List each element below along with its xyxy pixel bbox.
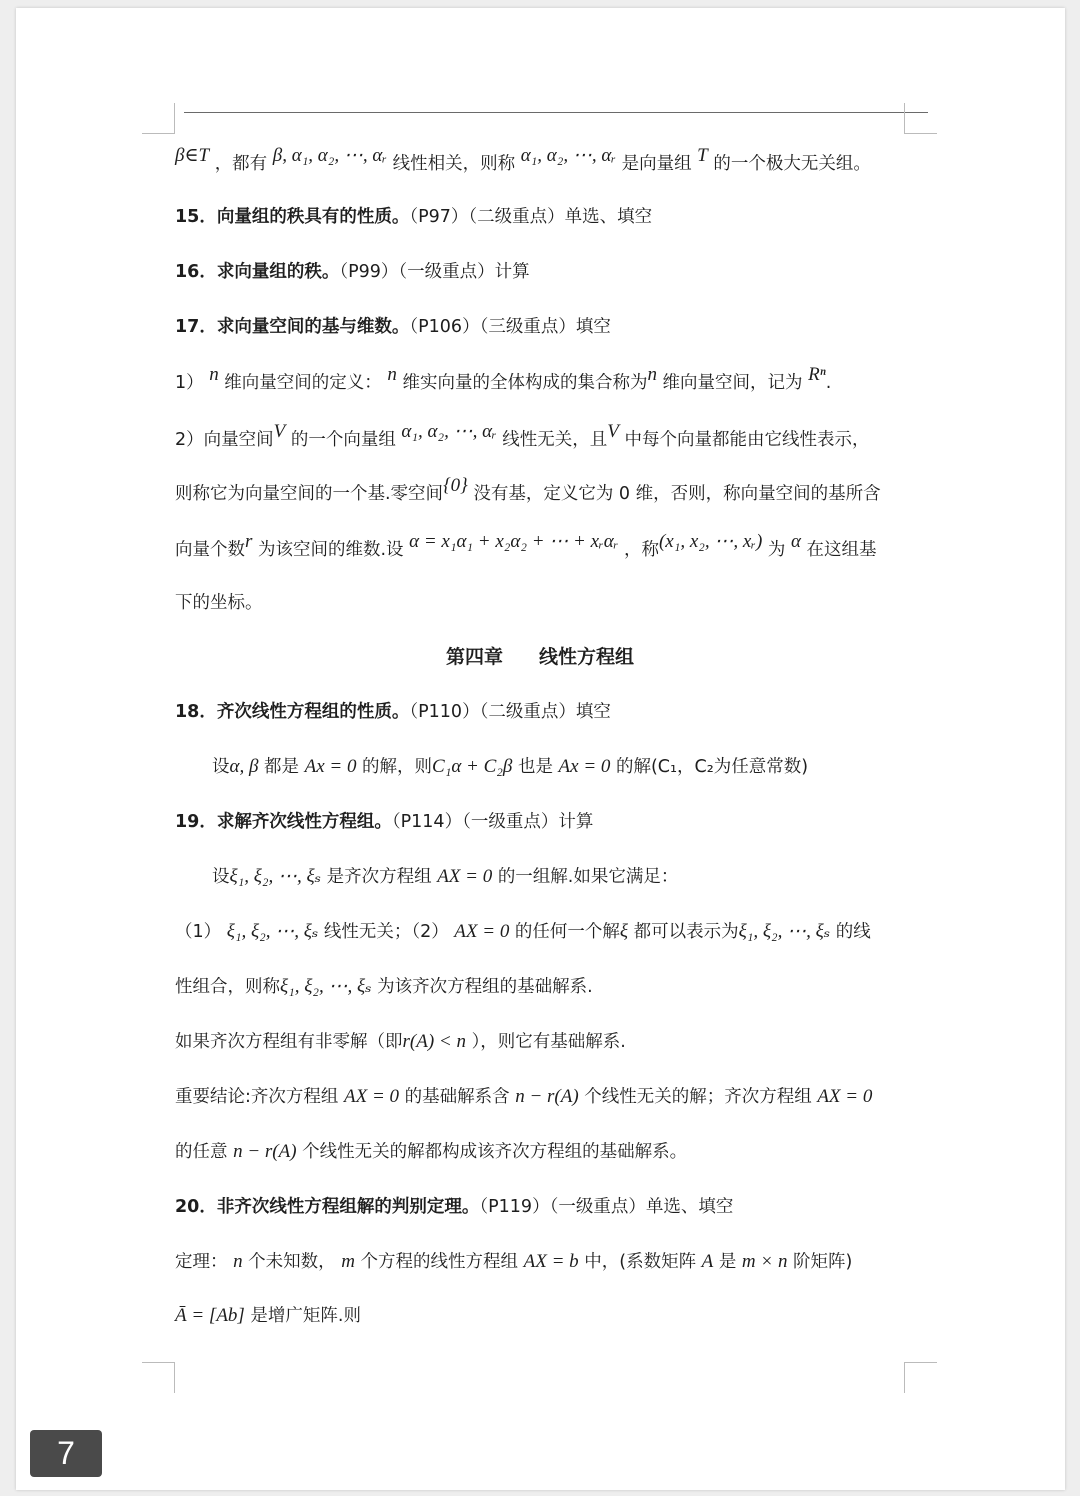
text-line-fundamental-system [175,975,593,999]
math: n − r(A) [515,1086,579,1107]
math: V [607,421,619,442]
text: 个线性无关的解；齐次方程组 [584,1087,812,1107]
math: α₁, α₂, ⋯, αᵣ [401,421,497,442]
text: 维实向量的全体构成的集合称为 [402,373,648,393]
math: AX = b [523,1251,579,1272]
text: 定理： [175,1252,228,1272]
math: α₁, α₂, ⋯, αᵣ [520,145,617,166]
text: 设 [212,757,230,777]
text: 为该齐次方程组的基础解系. [377,977,593,997]
math: AX = 0 [437,866,493,887]
text-line-conclusion-continued [175,1140,687,1164]
math: Rⁿ [808,364,826,385]
math: AX = 0 [343,1086,400,1107]
crop-mark-bottom-right [904,1362,937,1393]
text-line-vector-space-definition [175,364,832,395]
text-line-solution-set [212,865,678,889]
text: ），则它有基础解系. [471,1032,626,1052]
text: 为 [767,540,786,560]
math: V [273,421,286,442]
section-heading-20 [175,1195,733,1219]
math: β∈T [175,145,210,166]
math: {0} [443,475,468,496]
text: 的线 [835,922,871,942]
math: α = x₁α₁ + x₂α₂ + ⋯ + xᵣαᵣ [409,531,619,552]
text: 没有基，定义它为 0 维，否则，称向量空间的基所含 [473,484,881,504]
section-title: 19．求解齐次线性方程组。 [175,812,392,832]
text: 下的坐标。 [175,593,263,613]
text: 都是 [264,757,300,777]
text-line-homogeneous-property [212,755,808,779]
text-line-basis-definition [175,145,871,176]
section-note: （P114）（一级重点）计算 [391,812,594,832]
text: 设 [212,867,230,887]
text: 的解，则 [362,757,433,777]
chapter-title: 线性方程组 [539,646,635,668]
math: r [245,531,253,552]
math: n [647,364,657,385]
section-heading-16 [175,260,530,284]
section-title: 15．向量组的秩具有的性质。 [175,207,410,227]
section-title: 20．非齐次线性方程组解的判别定理。 [175,1197,480,1217]
text: （1） [175,922,222,942]
crop-mark-top-right [904,103,937,134]
text: 中，(系数矩阵 [584,1252,697,1272]
text: 的任何一个解 [514,922,620,942]
crop-mark-top-left [142,103,175,134]
math: Ā = [Ab] [175,1305,245,1326]
text: 是 [718,1252,737,1272]
math: r(A) < n [402,1031,466,1052]
math: m × n [741,1251,788,1272]
text-line-dimension [175,531,877,562]
chapter-heading [0,645,1080,669]
math: ξ₁, ξ₂, ⋯, ξₛ [226,921,319,942]
section-title: 17．求向量空间的基与维数。 [175,317,410,337]
text: 2）向量空间 [175,430,274,450]
math: m [341,1251,355,1272]
math: (x₁, x₂, ⋯, xᵣ) [658,531,763,552]
text: 也是 [517,757,553,777]
math: Ax = 0 [558,756,611,777]
math: ξ₁, ξ₂, ⋯, ξₛ [280,976,372,997]
text: 个未知数， [248,1252,336,1272]
math: T [697,145,708,166]
text-line-basis-of-space [175,421,870,452]
section-title: 16．求向量组的秩。 [175,262,340,282]
section-note: （P110）（二级重点）填空 [409,702,611,722]
section-note: （P97）（二级重点）单选、填空 [409,207,653,227]
page-number-badge: 7 [30,1430,102,1477]
text: 阶矩阵) [793,1252,853,1272]
text: 维向量空间的定义： [224,373,382,393]
crop-mark-bottom-left [142,1362,175,1393]
text: 个方程的线性方程组 [360,1252,519,1272]
text: 的解(C₁，C₂为任意常数) [615,757,809,777]
text: 都可以表示为 [633,922,739,942]
text-line-theorem [175,1250,852,1274]
math: C₁α + C₂β [432,756,513,777]
section-title: 18．齐次线性方程组的性质。 [175,702,410,722]
text: . [825,373,832,393]
section-heading-15 [175,205,652,229]
text: 性组合，则称 [175,977,280,997]
math: β, α₁, α₂, ⋯, αᵣ [272,145,388,166]
text: 是增广矩阵.则 [250,1306,361,1326]
math: ξ [619,921,629,942]
math: A [701,1251,714,1272]
text: 线性无关；（2） [323,922,449,942]
section-heading-19 [175,810,593,834]
math: n [209,364,219,385]
section-note: （P99）（一级重点）计算 [339,262,530,282]
text: 是向量组 [621,154,692,174]
text: 是齐次方程组 [326,867,432,887]
math: Ax = 0 [304,756,357,777]
text-line-important-conclusion [175,1085,872,1109]
text: 为该空间的维数.设 [257,540,404,560]
section-heading-17 [175,315,611,339]
text-line-nonzero-solution [175,1030,626,1054]
math: n − r(A) [233,1141,297,1162]
text: 的一个极大无关组。 [713,154,871,174]
text: 的一个向量组 [290,430,396,450]
text: 线性相关，则称 [392,154,516,174]
text: 个线性无关的解都构成该齐次方程组的基础解系。 [302,1142,688,1162]
math: n [233,1251,243,1272]
text: 的一组解.如果它满足： [497,867,679,887]
text: 在这组基 [806,540,877,560]
text-line-zero-space [175,475,881,506]
text: 1） [175,373,204,393]
text: 线性无关，且 [502,430,608,450]
math: AX = 0 [817,1086,873,1107]
math: ξ₁, ξ₂, ⋯, ξₛ [738,921,831,942]
text: 重要结论:齐次方程组 [175,1087,339,1107]
chapter-number: 第四章 [445,646,503,668]
section-note: （P119）（一级重点）单选、填空 [479,1197,734,1217]
text: ，都有 [214,154,268,174]
math: α [790,531,801,552]
text: ，称 [623,540,659,560]
text-line-augmented-matrix [175,1304,361,1328]
header-rule [184,112,928,113]
text: 向量个数 [175,540,245,560]
text-line-coordinates [175,591,263,615]
math: n [387,364,397,385]
text: 维向量空间，记为 [662,373,803,393]
text: 的基础解系含 [404,1087,510,1107]
text: 中每个向量都能由它线性表示， [624,430,870,450]
math: AX = 0 [454,921,510,942]
math: α, β [229,756,259,777]
math: ξ₁, ξ₂, ⋯, ξₛ [229,866,322,887]
text: 则称它为向量空间的一个基.零空间 [175,484,444,504]
text: 如果齐次方程组有非零解（即 [175,1032,403,1052]
section-note: （P106）（三级重点）填空 [409,317,611,337]
text-line-conditions [175,920,871,944]
section-heading-18 [175,700,611,724]
text: 的任意 [175,1142,228,1162]
